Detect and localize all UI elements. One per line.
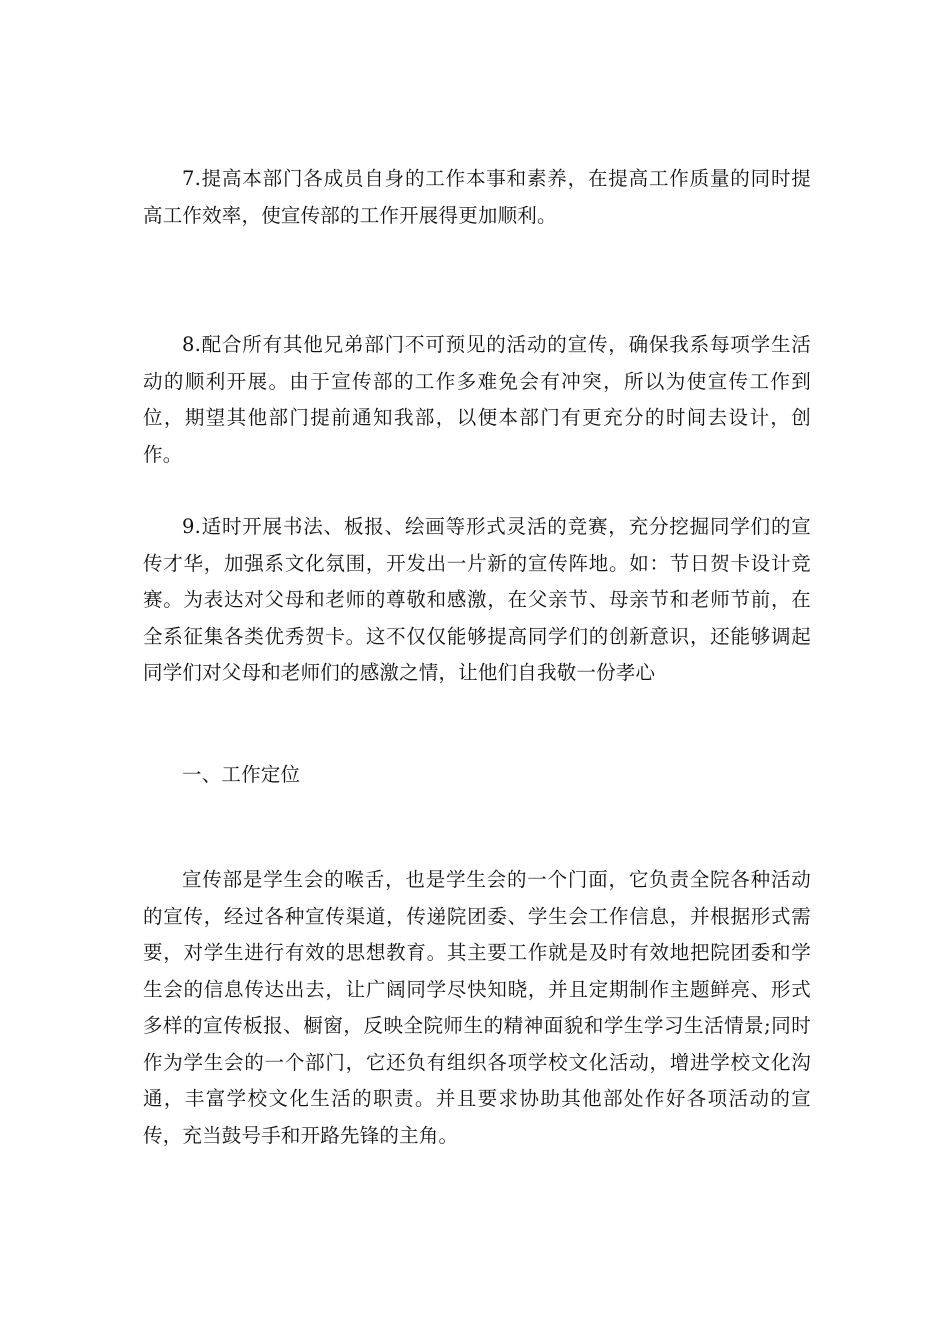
paragraph-work-positioning: 宣传部是学生会的喉舌，也是学生会的一个门面，它负责全院各种活动的宣传，经过各种宣传渠道，传递院团委、学生会工作信息，并根据形式需要，对学生进行有效的思想教育。其主要工作就是及时有效地把院团委和学生会的信息传达出去，让广阔同学尽快知晓，并且定期制作主题鲜亮、形式多样的宣传板报、橱窗，反映全院师生的精神面貌和学生学习生活情景;同时作为学生会的一个部门，它还负有组织各项学校文化活动，增进学校文化沟通，丰富学校文化生活的职责。并且要求协助其他部处作好各项活动的宣传，充当鼓号手和开路先锋的主角。 — [143, 868, 811, 1147]
paragraph-item-9: 9.适时开展书法、板报、绘画等形式灵活的竞赛，充分挖掘同学们的宣传才华，加强系文化氛围，开发出一片新的宣传阵地。如：节日贺卡设计竞赛。为表达对父母和老师的尊敬和感激，在父亲节、母亲节和老师节前，在全系征集各类优秀贺卡。这不仅仅能够提高同学们的创新意识，还能够调起同学们对父母和老师们的感激之情，让他们自我敬一份孝心 — [143, 515, 811, 684]
paragraph-item-8: 8.配合所有其他兄弟部门不可预见的活动的宣传，确保我系每项学生活动的顺利开展。由于宣传部的工作多难免会有冲突，所以为使宣传工作到位，期望其他部门提前通知我部，以便本部门有更充分的时间去设计，创作。 — [143, 333, 811, 466]
paragraph-item-7: 7.提高本部门各成员自身的工作本事和素养，在提高工作质量的同时提高工作效率，使宣传部的工作开展得更加顺利。 — [143, 167, 811, 227]
section-heading: 一、工作定位 — [182, 763, 301, 786]
